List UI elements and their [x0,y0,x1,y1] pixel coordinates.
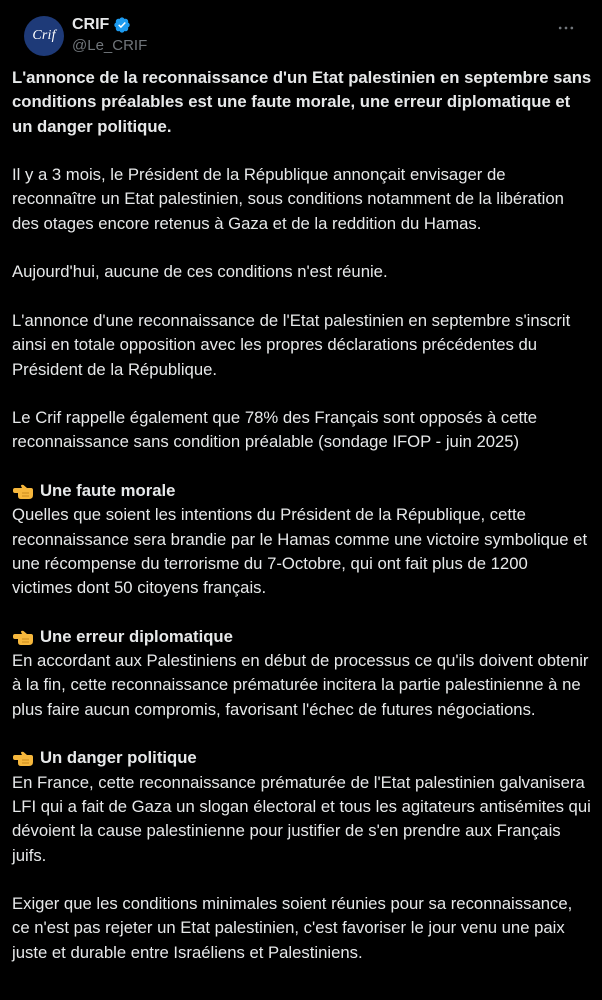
paragraph-3: L'annonce d'une reconnaissance de l'Etat palestinien en septembre s'inscrit ainsi en totale opposition avec les propres déclarations précédentes du Président de la République. [12,310,571,379]
section-title [12,746,592,770]
pointing-hand-icon [12,483,34,499]
section-title-text: Une erreur diplomatique [40,626,233,646]
pointing-hand-icon [12,629,34,645]
verified-badge-icon [113,16,131,34]
lead-paragraph: L'annonce de la reconnaissance d'un Etat palestinien en septembre sans conditions préalables est une faute morale, une erreur diplomatique et un danger politique. [12,68,592,136]
section-danger-politique [12,746,592,867]
section-erreur-diplomatique [12,625,592,722]
display-name-row [72,14,147,36]
section-title [12,479,592,503]
more-options-icon[interactable] [554,16,578,40]
paragraph-1: Il y a 3 mois, le Président de la République annonçait envisager de reconnaître un Etat palestinien, sous conditions notamment de la libération des otages encore retenus à Gaza et de la reddition du Hamas. [12,165,564,233]
section-faute-morale [12,479,592,600]
paragraph-2: Aujourd'hui, aucune de ces conditions n'est réunie. [12,262,388,282]
handle[interactable]: @Le_CRIF [72,37,148,54]
section-text: Quelles que soient les intentions du Président de la République, cette reconnaissance sera brandie par le Hamas comme une victoire symbolique et une récompense du terrorisme du 7-Octobre, qui ont fait plus de 1200 victimes dont 50 citoyens français. [12,505,588,598]
section-text: En accordant aux Palestiniens en début de processus ce qu'ils doivent obtenir à la fin, cette reconnaissance prématurée incitera la partie palestinienne à ne plus faire aucun compromis, favorisant l'échec de futures négociations. [12,651,589,719]
pointing-hand-icon [12,750,34,766]
section-title [12,625,592,649]
avatar[interactable] [24,16,64,56]
tweet-text [12,66,592,989]
section-title-text: Une faute morale [40,481,176,501]
closing-paragraph: Exiger que les conditions minimales soient réunies pour sa reconnaissance, ce n'est pas rejeter un Etat palestinien, c'est favoriser le jour venu une paix juste et durable entre Israéliens et Palestiniens. [12,894,573,962]
tweet-header [12,10,590,58]
section-text: En France, cette reconnaissance prématurée de l'Etat palestinien galvanisera LFI qui a fait de Gaza un slogan électoral et tous les agitateurs antisémites qui dévoient la cause palestinienne pour justifier de s'en prendre aux Français juifs. [12,772,591,865]
display-name[interactable]: CRIF [72,16,110,33]
avatar-logo-text: Crif [32,28,56,43]
paragraph-4: Le Crif rappelle également que 78% des Français sont opposés à cette reconnaissance sans condition préalable (sondage IFOP - juin 2025) [12,408,538,452]
section-title-text: Un danger politique [40,748,197,768]
author-names [72,14,147,54]
